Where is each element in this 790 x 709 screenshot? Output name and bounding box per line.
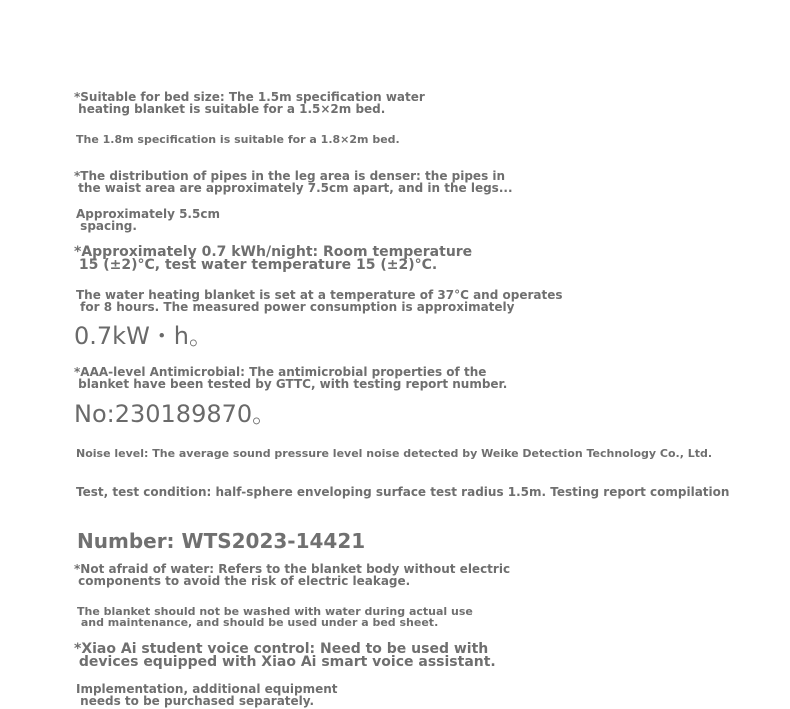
pipes-extra <box>76 208 220 232</box>
power-note <box>74 246 472 272</box>
noise-line-1: Noise level: The average sound pressure level noise detected by Weike Detection Technology Co., Ltd. <box>76 447 713 460</box>
water-extra-line-2: and maintenance, and should be used under a bed sheet. <box>77 616 439 629</box>
power-line-2: 15 (±2)°C, test water temperature 15 (±2)°C. <box>74 257 438 273</box>
power-extra <box>76 289 563 313</box>
power-value: 0.7kW・h。 <box>74 322 214 350</box>
voice-line-1: *Xiao Ai student voice control: Need to be used with <box>74 641 489 657</box>
bed-size-extra: The 1.8m specification is suitable for a 1.8×2m bed. <box>76 133 400 146</box>
bed-size-note <box>74 91 425 115</box>
pipes-line-2: the waist area are approximately 7.5cm apart, and in the legs... <box>74 181 513 195</box>
voice-line-2: devices equipped with Xiao Ai smart voice assistant. <box>74 654 496 670</box>
water-line-1: *Not afraid of water: Refers to the blanket body without electric <box>74 562 511 576</box>
bed-size-line-2: heating blanket is suitable for a 1.5×2m bed. <box>74 102 386 116</box>
antimicrobial-line-1: *AAA-level Antimicrobial: The antimicrobial properties of the <box>74 365 487 379</box>
noise-line-2: Test, test condition: half-sphere enveloping surface test radius 1.5m. Testing report compilation <box>76 485 730 499</box>
water-line-2: components to avoid the risk of electric leakage. <box>74 574 411 588</box>
noise-report-number: Number: WTS2023-14421 <box>77 529 366 553</box>
voice-note <box>74 643 496 669</box>
report-number-value: No:230189870。 <box>74 400 277 428</box>
voice-extra-line-2: needs to be purchased separately. <box>76 694 315 708</box>
voice-extra <box>76 683 338 707</box>
pipes-extra-line-2: spacing. <box>76 219 137 233</box>
power-extra-line-1: The water heating blanket is set at a temperature of 37°C and operates <box>76 288 563 302</box>
water-extra <box>77 606 473 628</box>
water-note <box>74 563 510 587</box>
power-extra-line-2: for 8 hours. The measured power consumption is approximately <box>76 300 515 314</box>
pipes-note <box>74 170 513 194</box>
power-line-1: *Approximately 0.7 kWh/night: Room temperature <box>74 244 473 260</box>
antimicrobial-line-2: blanket have been tested by GTTC, with testing report number. <box>74 377 508 391</box>
antimicrobial-note <box>74 366 507 390</box>
pipes-line-1: *The distribution of pipes in the leg area is denser: the pipes in <box>74 169 506 183</box>
water-extra-line-1: The blanket should not be washed with water during actual use <box>77 605 473 618</box>
pipes-extra-line-1: Approximately 5.5cm <box>76 207 220 221</box>
voice-extra-line-1: Implementation, additional equipment <box>76 682 338 696</box>
bed-size-line-1: *Suitable for bed size: The 1.5m specification water <box>74 90 425 104</box>
